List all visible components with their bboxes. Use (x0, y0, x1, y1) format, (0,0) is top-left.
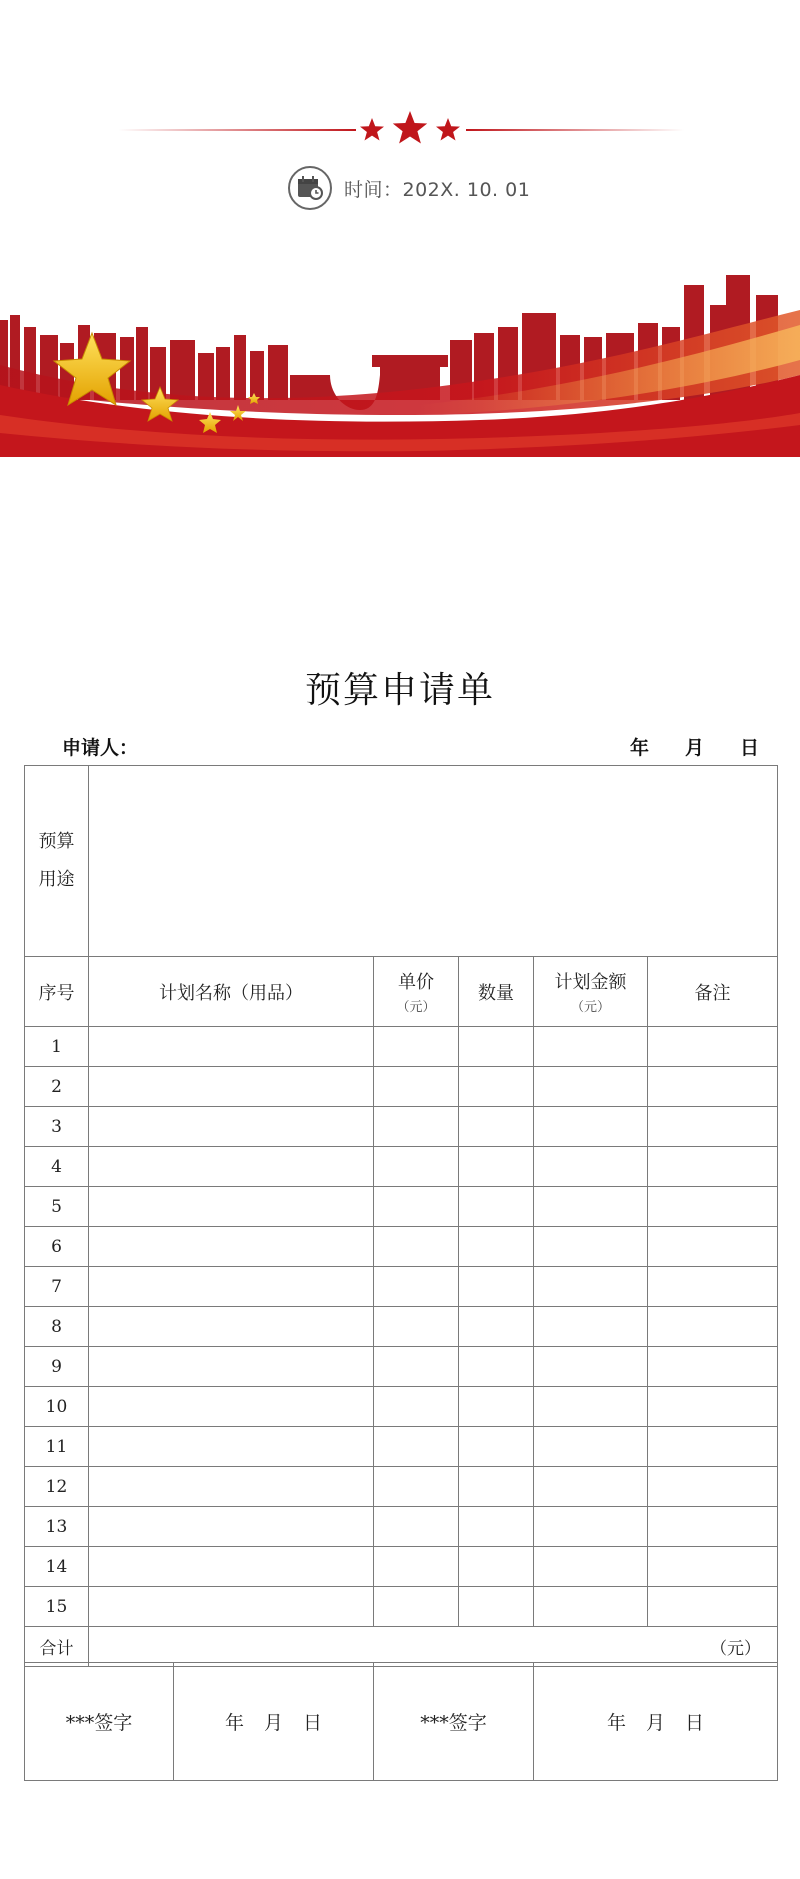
sig2-year: 年 (606, 1712, 626, 1734)
unit-price-cell[interactable] (374, 1347, 459, 1387)
unit-price-unit: （元） (396, 1000, 436, 1015)
unit-price-cell[interactable] (374, 1067, 459, 1107)
unit-price-cell[interactable] (374, 1467, 459, 1507)
row-index: 15 (25, 1587, 89, 1627)
plan-name-cell[interactable] (89, 1187, 374, 1227)
amount-cell[interactable] (534, 1387, 648, 1427)
quantity-cell[interactable] (459, 1387, 534, 1427)
unit-price-cell[interactable] (374, 1227, 459, 1267)
small-star-icon (360, 118, 384, 141)
amount-cell[interactable] (534, 1267, 648, 1307)
header-star-ornament (0, 108, 800, 152)
sig1-year: 年 (224, 1712, 244, 1734)
applicant-label: 申请人： (62, 737, 139, 759)
unit-price-cell[interactable] (374, 1147, 459, 1187)
ornament-line-left (118, 129, 356, 131)
year-label: 年 (630, 737, 650, 759)
row-index: 14 (25, 1547, 89, 1587)
amount-cell[interactable] (534, 1427, 648, 1467)
remarks-cell[interactable] (648, 1027, 778, 1067)
amount-cell[interactable] (534, 1107, 648, 1147)
month-label: 月 (685, 737, 705, 759)
signature-table (24, 1662, 778, 1781)
plan-name-cell[interactable] (89, 1507, 374, 1547)
table-row (25, 1467, 778, 1507)
amount-cell[interactable] (534, 1467, 648, 1507)
row-index: 3 (25, 1107, 89, 1147)
amount-cell[interactable] (534, 1147, 648, 1187)
signature-2-date[interactable] (534, 1663, 778, 1781)
quantity-cell[interactable] (459, 1587, 534, 1627)
unit-price-cell[interactable] (374, 1027, 459, 1067)
remarks-cell[interactable] (648, 1467, 778, 1507)
table-header-row (25, 957, 778, 1027)
row-index: 8 (25, 1307, 89, 1347)
plan-name-cell[interactable] (89, 1067, 374, 1107)
col-plan-name-header: 计划名称（用品） (89, 957, 374, 1027)
plan-name-cell[interactable] (89, 1027, 374, 1067)
sig2-month: 月 (645, 1712, 665, 1734)
row-index: 12 (25, 1467, 89, 1507)
date-text: 时间：202X. 10. 01 (344, 178, 531, 201)
day-label: 日 (740, 737, 760, 759)
row-index: 10 (25, 1387, 89, 1427)
plan-name-cell[interactable] (89, 1427, 374, 1467)
plan-name-cell[interactable] (89, 1227, 374, 1267)
quantity-cell[interactable] (459, 1227, 534, 1267)
table-row (25, 1107, 778, 1147)
unit-price-cell[interactable] (374, 1307, 459, 1347)
table-row (25, 1267, 778, 1307)
remarks-cell[interactable] (648, 1107, 778, 1147)
total-row (25, 1627, 778, 1667)
sig1-month: 月 (263, 1712, 283, 1734)
unit-price-cell[interactable] (374, 1547, 459, 1587)
plan-name-cell[interactable] (89, 1387, 374, 1427)
quantity-cell[interactable] (459, 1067, 534, 1107)
item-rows (25, 1027, 778, 1627)
row-index: 6 (25, 1227, 89, 1267)
signature-1-label[interactable]: ***签字 (25, 1663, 174, 1781)
plan-name-cell[interactable] (89, 1267, 374, 1307)
row-index: 11 (25, 1427, 89, 1467)
amount-label: 计划金额 (554, 972, 627, 993)
amount-cell[interactable] (534, 1027, 648, 1067)
row-index: 1 (25, 1027, 89, 1067)
table-row (25, 1547, 778, 1587)
row-index: 5 (25, 1187, 89, 1227)
row-index: 2 (25, 1067, 89, 1107)
quantity-cell[interactable] (459, 1427, 534, 1467)
purpose-label (25, 766, 89, 957)
remarks-cell[interactable] (648, 1187, 778, 1227)
row-index: 4 (25, 1147, 89, 1187)
amount-cell[interactable] (534, 1507, 648, 1547)
quantity-cell[interactable] (459, 1147, 534, 1187)
quantity-cell[interactable] (459, 1027, 534, 1067)
ornament-line-right (466, 129, 684, 131)
unit-price-label: 单价 (398, 972, 434, 993)
plan-name-cell[interactable] (89, 1467, 374, 1507)
table-row (25, 1027, 778, 1067)
quantity-cell[interactable] (459, 1507, 534, 1547)
table-row (25, 1427, 778, 1467)
form-title: 预算申请单 (304, 670, 495, 711)
date-fields (630, 733, 759, 760)
unit-price-cell[interactable] (374, 1267, 459, 1307)
small-star-icon (436, 118, 460, 141)
remarks-cell[interactable] (648, 1147, 778, 1187)
remarks-cell[interactable] (648, 1507, 778, 1547)
row-index: 9 (25, 1347, 89, 1387)
sig2-day: 日 (685, 1712, 705, 1734)
total-label: 合计 (25, 1627, 89, 1667)
col-index-header: 序号 (25, 957, 89, 1027)
amount-cell[interactable] (534, 1347, 648, 1387)
signature-2-label[interactable]: ***签字 (374, 1663, 534, 1781)
quantity-cell[interactable] (459, 1467, 534, 1507)
amount-cell[interactable] (534, 1587, 648, 1627)
quantity-cell[interactable] (459, 1547, 534, 1587)
plan-name-cell[interactable] (89, 1107, 374, 1147)
col-amount-header (534, 957, 648, 1027)
amount-cell[interactable] (534, 1187, 648, 1227)
table-row (25, 1507, 778, 1547)
purpose-label-line2: 用途 (38, 869, 75, 890)
table-row (25, 1587, 778, 1627)
plan-name-cell[interactable] (89, 1547, 374, 1587)
purpose-label-line1: 预算 (38, 831, 75, 852)
remarks-cell[interactable] (648, 1227, 778, 1267)
col-quantity-header: 数量 (459, 957, 534, 1027)
quantity-cell[interactable] (459, 1267, 534, 1307)
large-star-icon (393, 111, 427, 144)
amount-cell[interactable] (534, 1547, 648, 1587)
col-remarks-header: 备注 (648, 957, 778, 1027)
table-row (25, 1147, 778, 1187)
row-index: 13 (25, 1507, 89, 1547)
unit-price-cell[interactable] (374, 1427, 459, 1467)
sig1-day: 日 (303, 1712, 323, 1734)
remarks-cell[interactable] (648, 1387, 778, 1427)
remarks-cell[interactable] (648, 1067, 778, 1107)
plan-name-cell[interactable] (89, 1147, 374, 1187)
remarks-cell[interactable] (648, 1427, 778, 1467)
quantity-cell[interactable] (459, 1187, 534, 1227)
purpose-input-cell[interactable] (89, 766, 778, 957)
remarks-cell[interactable] (648, 1267, 778, 1307)
plan-name-cell[interactable] (89, 1307, 374, 1347)
col-unit-price-header (374, 957, 459, 1027)
table-row (25, 1307, 778, 1347)
unit-price-cell[interactable] (374, 1507, 459, 1547)
unit-price-cell[interactable] (374, 1387, 459, 1427)
quantity-cell[interactable] (459, 1347, 534, 1387)
signature-row (25, 1663, 778, 1781)
table-row (25, 1067, 778, 1107)
purpose-row (25, 766, 778, 957)
plan-name-cell[interactable] (89, 1587, 374, 1627)
unit-price-cell[interactable] (374, 1187, 459, 1227)
unit-price-cell[interactable] (374, 1107, 459, 1147)
quantity-cell[interactable] (459, 1307, 534, 1347)
amount-cell[interactable] (534, 1227, 648, 1267)
unit-price-cell[interactable] (374, 1587, 459, 1627)
total-unit: （元） (710, 1639, 762, 1659)
red-skyline-banner (0, 255, 800, 457)
budget-table (24, 765, 778, 1667)
table-row (25, 1387, 778, 1427)
amount-cell[interactable] (534, 1067, 648, 1107)
remarks-cell[interactable] (648, 1347, 778, 1387)
table-row (25, 1227, 778, 1267)
amount-cell[interactable] (534, 1307, 648, 1347)
signature-1-date[interactable] (174, 1663, 374, 1781)
date-row (288, 166, 530, 210)
table-row (25, 1187, 778, 1227)
quantity-cell[interactable] (459, 1107, 534, 1147)
row-index: 7 (25, 1267, 89, 1307)
remarks-cell[interactable] (648, 1307, 778, 1347)
amount-unit: （元） (570, 1000, 610, 1015)
remarks-cell[interactable] (648, 1547, 778, 1587)
table-row (25, 1347, 778, 1387)
total-value-cell[interactable] (89, 1627, 778, 1667)
calendar-clock-icon (288, 166, 332, 210)
remarks-cell[interactable] (648, 1587, 778, 1627)
plan-name-cell[interactable] (89, 1347, 374, 1387)
